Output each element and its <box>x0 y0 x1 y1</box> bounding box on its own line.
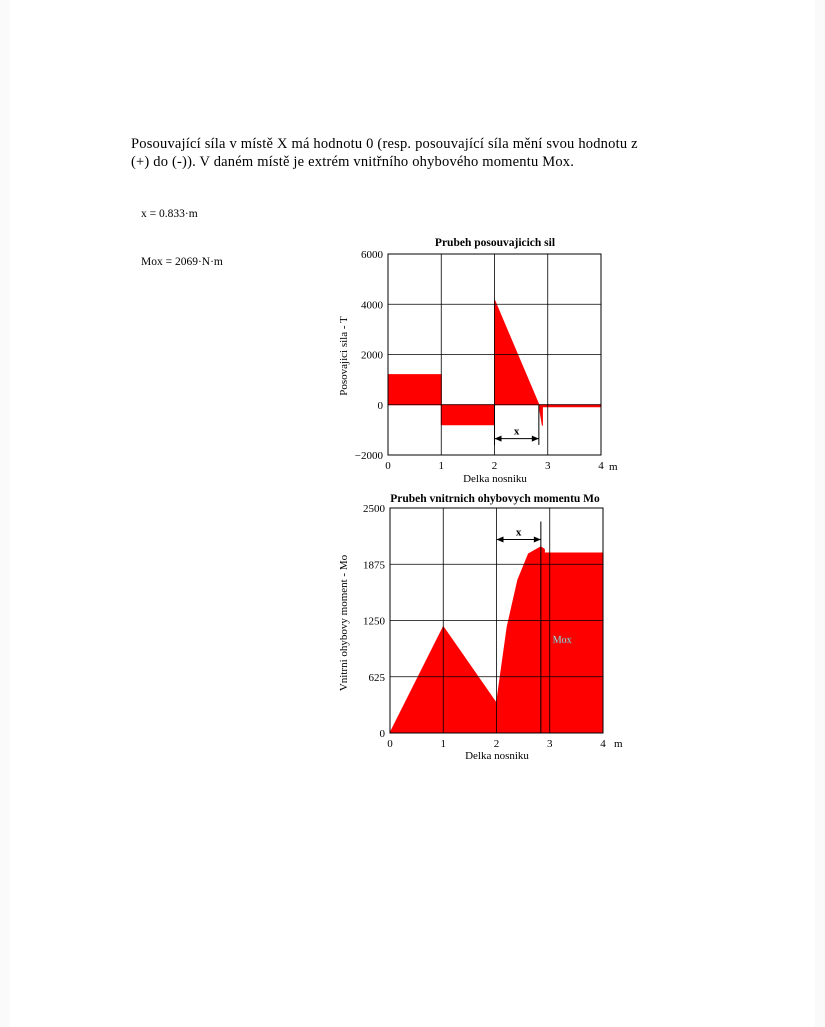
y-axis-label: Posovajici sila - T <box>338 316 350 396</box>
x-tick-label: 0 <box>385 460 391 472</box>
intro-line-1: Posouvající síla v místě X má hodnotu 0 (resp. posouvající síla mění svou hodnotu z <box>131 136 638 152</box>
y-tick-label: −2000 <box>354 450 383 462</box>
x-tick-label: 2 <box>493 738 500 750</box>
x-tick-label: 2 <box>491 460 498 472</box>
y-tick-labels <box>355 249 384 462</box>
chart-title: Prubeh posouvajicich sil <box>434 237 556 249</box>
y-tick-label: 4000 <box>361 299 383 312</box>
x-tick-label: 1 <box>440 738 446 750</box>
intro-line-2: (+) do (-)). V daném místě je extrém vnitřního ohybového momentu Mox. <box>131 154 575 170</box>
y-tick-label: 2000 <box>361 349 383 362</box>
y-tick-label: 625 <box>368 671 385 684</box>
arrow-left <box>497 537 504 543</box>
arrow-right <box>532 436 539 442</box>
arrow-left <box>495 436 502 442</box>
x-unit-label: m <box>614 738 623 750</box>
mox-result: Mox = 2069·N·m <box>141 256 223 268</box>
shear-force-chart <box>330 232 630 490</box>
x-tick-labels <box>385 460 604 472</box>
x-tick-label: 1 <box>438 460 444 472</box>
page-edge-right <box>815 0 825 1027</box>
x-result: x = 0.833·m <box>141 208 198 220</box>
dimension-label: x <box>515 526 522 539</box>
x-tick-label: 4 <box>600 738 606 750</box>
x-dimension <box>495 405 539 445</box>
y-tick-label: 6000 <box>361 249 383 261</box>
mox-label: Mox <box>552 635 572 646</box>
dimension-label: x <box>513 425 520 438</box>
y-tick-label: 1250 <box>363 615 385 628</box>
arrow-right <box>534 537 541 543</box>
x-tick-labels <box>387 738 606 750</box>
intro-paragraph <box>131 135 711 171</box>
plot-area <box>390 508 603 733</box>
y-axis-label: Vnitrni ohybovy moment - Mo <box>338 554 350 692</box>
y-tick-label: 0 <box>379 728 385 740</box>
x-tick-label: 4 <box>598 460 604 472</box>
x-tick-label: 0 <box>387 738 393 750</box>
y-tick-label: 0 <box>377 399 383 412</box>
y-tick-label: 1875 <box>363 559 385 572</box>
chart-title: Prubeh vnitrnich ohybovych momentu Mo <box>390 493 600 505</box>
y-tick-labels <box>363 503 386 740</box>
bending-moment-chart <box>330 488 630 768</box>
page-edge-left <box>0 0 10 1027</box>
x-tick-label: 3 <box>547 738 553 750</box>
x-axis-label: Delka nosniku <box>465 750 529 762</box>
y-tick-label: 2500 <box>363 503 385 515</box>
x-axis-label: Delka nosniku <box>463 473 527 485</box>
x-tick-label: 3 <box>545 460 551 472</box>
x-unit-label: m <box>609 461 618 473</box>
